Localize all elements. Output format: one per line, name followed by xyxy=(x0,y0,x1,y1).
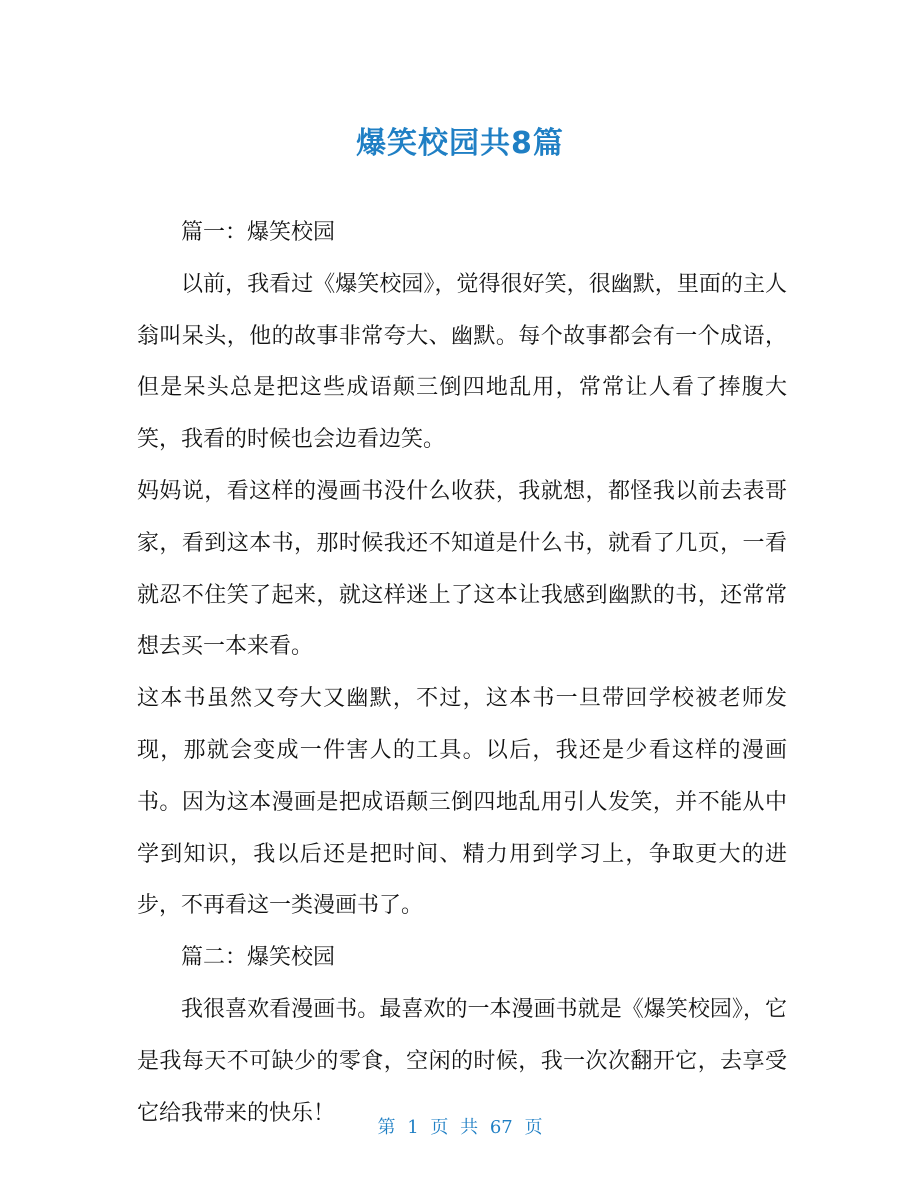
paragraph-4: 我很喜欢看漫画书。最喜欢的一本漫画书就是《爆笑校园》，它是我每天不可缺少的零食，空闲的时候，我一次次翻开它，去享受它给我带来的快乐！ xyxy=(137,996,787,1126)
paragraph-1: 以前，我看过《爆笑校园》，觉得很好笑，很幽默，里面的主人翁叫呆头，他的故事非常夸大、幽默。每个故事都会有一个成语，但是呆头总是把这些成语颠三倒四地乱用，常常让人看了捧腹大笑，我看的时候也会边看边笑。 xyxy=(137,271,787,453)
paragraph-2: 妈妈说，看这样的漫画书没什么收获，我就想，都怪我以前去表哥家，看到这本书，那时候我还不知道是什么书，就看了几页，一看就忍不住笑了起来，就这样迷上了这本让我感到幽默的书，还常常想去买一本来看。 xyxy=(137,478,787,660)
paragraph-3: 这本书虽然又夸大又幽默，不过，这本书一旦带回学校被老师发现，那就会变成一件害人的工具。以后，我还是少看这样的漫画书。因为这本漫画是把成语颠三倒四地乱用引人发笑，并不能从中学到知识，我以后还是把时间、精力用到学习上，争取更大的进步，不再看这一类漫画书了。 xyxy=(137,686,787,919)
document-title: 爆笑校园共8篇 xyxy=(356,126,564,161)
section-heading-1: 篇一：爆笑校园 xyxy=(181,220,336,245)
document-body xyxy=(137,207,787,1139)
page-footer: 第 1 页 共 67 页 xyxy=(377,1117,543,1138)
section-heading-2: 篇二：爆笑校园 xyxy=(181,945,336,971)
